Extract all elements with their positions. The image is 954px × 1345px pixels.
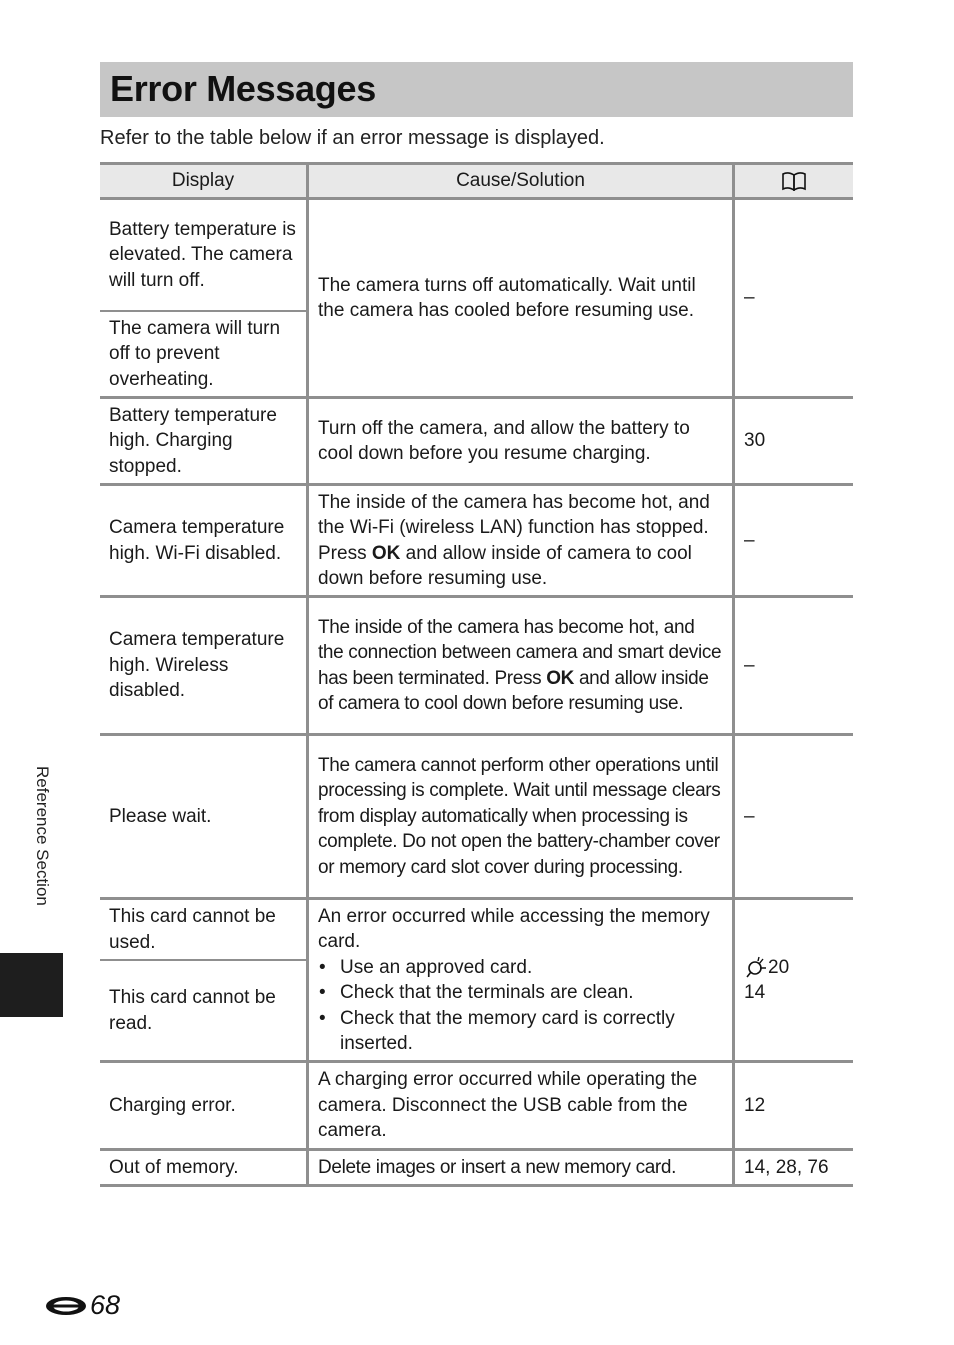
reference-section-icon [744,956,768,978]
display-message: Camera temperature high. Wireless disabled. [109,629,285,702]
list-item: • Use an approved card. [318,955,724,981]
section-label: Reference Section [33,766,52,906]
reference-section-icon [44,1295,88,1317]
table-row [100,736,853,900]
cause-solution [309,598,732,733]
table-row [100,1063,853,1151]
display-message: Out of memory. [109,1156,239,1178]
table-row [100,399,853,486]
page-reference: – [744,654,755,676]
cause-solution: The camera turns off automatically. Wait until the camera has cooled before resuming use. [318,274,696,321]
list-item: • Check that the terminals are clean. [318,980,724,1006]
table-header [100,165,853,200]
ok-button-label: OK [371,542,401,564]
cause-after: and allow inside of camera to cool down before resuming use. [318,542,692,589]
display-message: Charging error. [109,1094,236,1116]
page-number-value: 68 [90,1290,121,1320]
ok-button-label: OK [546,667,575,689]
reference-page: 20 [768,956,790,978]
header-cause: Cause/Solution [456,170,585,191]
page-number [44,1290,120,1321]
table-row [100,1151,853,1187]
cause-solution: Delete images or insert a new memory card. [318,1156,677,1178]
cause-text: The inside of the camera has become hot, and the Wi-Fi (wireless LAN) function has stopped. [318,491,710,538]
intro-text: Refer to the table below if an error message is displayed. [100,127,605,149]
page-reference [735,900,853,1060]
page-reference: 14, 28, 76 [744,1156,829,1178]
page-reference: – [744,287,755,309]
cause-text: An error occurred while accessing the memory card. [318,905,710,952]
display-message: Please wait. [109,805,212,827]
page-title: Error Messages [110,68,376,109]
display-message: Battery temperature is elevated. The camera will turn off. [109,218,296,291]
cause-press: Press [318,542,367,564]
cause-solution [309,900,732,1060]
error-messages-table [100,162,853,1187]
header-reference [735,165,853,197]
display-message: The camera will turn off to prevent overheating. [100,310,306,396]
cause-solution: A charging error occurred while operating the camera. Disconnect the USB cable from the camera. [318,1069,698,1142]
cause-bullet-list [318,955,724,1057]
page-reference: 30 [744,430,766,452]
cause-solution [309,486,732,595]
table-row [100,486,853,598]
cause-after: and allow inside of camera to cool down before resuming use. [318,667,709,714]
cause-text: The inside of the camera has become hot, and the connection between camera and smart device has been terminated. [318,616,722,689]
cause-press: Press [494,667,542,689]
display-message: This card cannot be read. [100,959,306,1060]
section-tab [0,953,63,1017]
table-row [100,598,853,736]
title-bar [100,62,853,117]
cause-solution: The camera cannot perform other operations until processing is complete. Wait until message clears from display automatically when processing is complete. Do not open the battery-chamber cover or memory card slot cover during processing. [318,754,721,878]
display-message: Battery temperature high. Charging stopped. [109,404,277,477]
reference-page: 14 [744,982,766,1003]
book-icon [781,171,807,191]
page-reference: – [744,529,755,551]
display-message: Camera temperature high. Wi-Fi disabled. [109,517,285,564]
header-display: Display [171,170,235,191]
table-row [100,900,853,1063]
table-row [100,200,853,399]
cause-solution: Turn off the camera, and allow the battery to cool down before you resume charging. [318,417,690,464]
page-reference: 12 [744,1094,766,1116]
display-message: This card cannot be used. [109,906,276,953]
page-reference: – [744,805,755,827]
list-item: • Check that the memory card is correctly inserted. [318,1006,724,1057]
